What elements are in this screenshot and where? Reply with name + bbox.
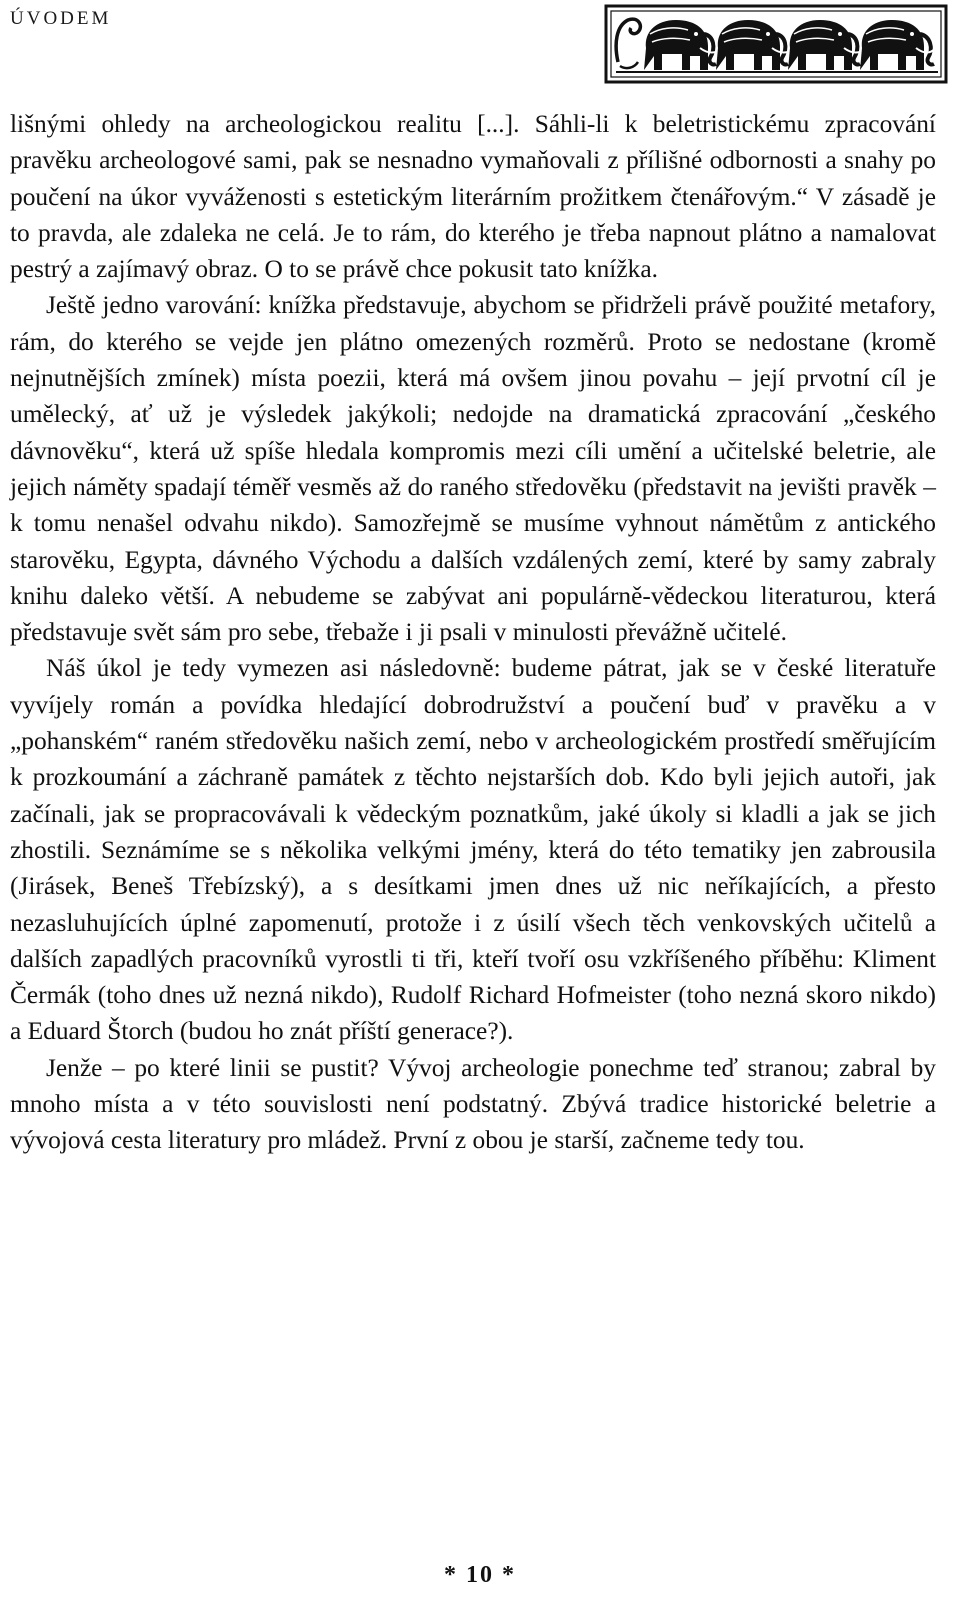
paragraph: Náš úkol je tedy vymezen asi následovně: budeme pátrat, jak se v české literatuře vyvíjely román a povídka hledající dobrodružství a poučení buď v pravěku a v „pohanském“ raném středověku našich zemí, nebo v archeologickém prostředí směřujícím k prozkoumání a záchraně památek z těchto nejstarších dob. Kdo byli jejich autoři, jak začínali, jak se propracovávali k vědeckým poznatkům, jaké úkoly si kladli a jak se jich zhostili. Seznámíme se s několika velkými jmény, která do této tematiky jen zabrousila (Jirásek, Beneš Třebízský), a s desítkami jmen dnes už nic neříkajících, a přesto nezasluhujících úplné zapomenutí, protože i z úsilí všech těch venkovských učitelů a dalších zapadlých pracovníků vyrostli ti tři, kteří tvoří osu vzkříšeného příběhu: Kliment Čermák (toho dnes už nezná nikdo), Rudolf Richard Hofmeister (toho nezná skoro nikdo) a Eduard Štorch (budou ho znát příští generace?). (10, 654, 936, 1046)
body-text (10, 106, 936, 1159)
paragraph: Jenže – po které linii se pustit? Vývoj archeologie ponechme teď stranou; zabral by mnoho místa a v této souvislosti není podstatný. Zbývá tradice historické beletrie a vývojová cesta literatury pro mládež. První z obou je starší, začneme tedy tou. (10, 1053, 936, 1155)
page-number: * 10 * (444, 1562, 516, 1588)
mammoth-frieze-ornament-icon (604, 4, 948, 84)
paragraph: Ještě jedno varování: knížka představuje, abychom se přidrželi právě použité metafory, rám, do kterého se vejde jen plátno omezených rozměrů. Proto se nedostane (kromě nejnutnějších zmínek) místa poezii, která má ovšem jinou povahu – její prvotní cíl je umělecký, ať už je výsledek jakýkoli; nedojde na dramatická zpracování „českého dávnověku“, která už spíše hledala kompromis mezi cíli umění a učitelské beletrie, ale jejich náměty spadají téměř vesměs až do raného středověku (představit na jevišti pravěk – k tomu nenašel odvahu nikdo). Samozřejmě se musíme vyhnout námětům z antického starověku, Egypta, dávného Východu a dalších vzdálených zemí, které by samy zabraly knihu daleko větší. A nebudeme se zabývat ani populárně-vědeckou literaturou, která představuje svět sám pro sebe, třebaže i ji psali v minulosti převážně učitelé. (10, 291, 936, 647)
paragraph-continued: lišnými ohledy na archeologickou realitu [...]. Sáhli-li k beletristickému zpracování pravěku archeologové sami, pak se nesnadno vymaňovali z přílišné odbornosti a snahy po poučení na úkor vyváženosti s estetickým literárním prožitkem čtenářovým.“ V zásadě je to pravda, ale zdaleka ne celá. Je to rám, do kterého je třeba napnout plátno a namalovat pestrý a zajímavý obraz. O to se právě chce pokusit tato knížka. (10, 110, 936, 284)
running-header: ÚVODEM (10, 8, 112, 29)
